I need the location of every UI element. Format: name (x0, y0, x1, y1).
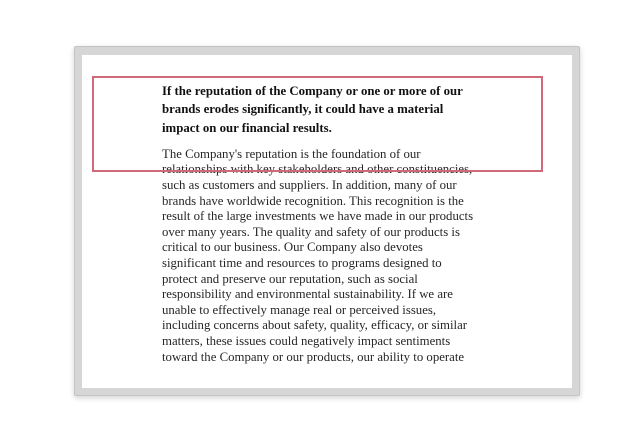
risk-factor-body: The Company's reputation is the foundation of our relationships with key stakeholders and other constituencies, such as customers and suppliers. In addition, many of our brands have worldwide recognition. This recognition is the result of the large investments we have made in our products over many years. The quality and safety of our products is critical to our business. Our Company also devotes significant time and resources to programs designed to protect and preserve our reputation, such as social responsibility and environmental sustainability. If we are unable to effectively manage real or perceived issues, including concerns about safety, quality, efficacy, or similar matters, these issues could negatively impact sentiments toward the Company or our products, our ability to operate (162, 146, 474, 364)
risk-factor-heading: If the reputation of the Company or one or more of our brands erodes significantly, it could have a material impact on our financial results. (162, 84, 463, 135)
highlight-box (92, 76, 543, 172)
